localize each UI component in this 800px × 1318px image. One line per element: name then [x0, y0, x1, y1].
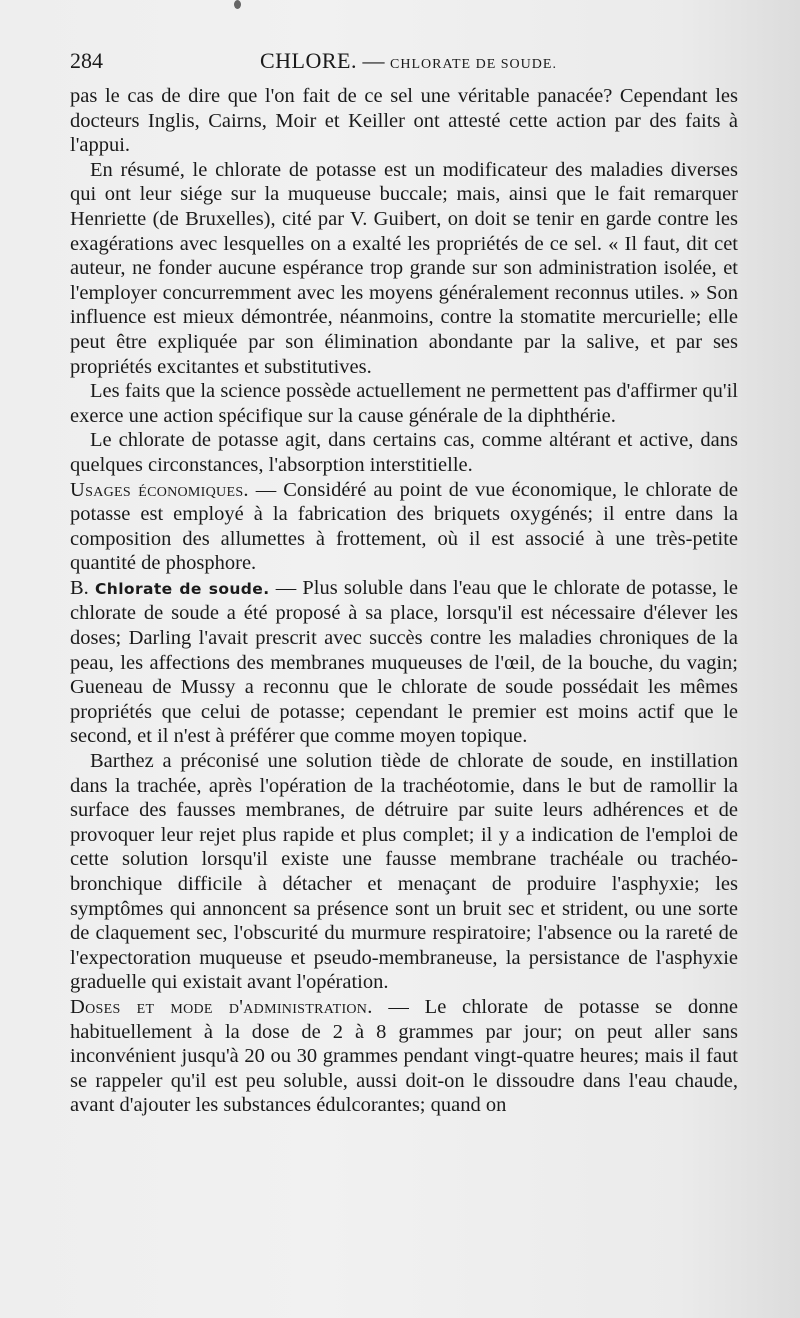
- paragraph-continuation: pas le cas de dire que l'on fait de ce sel une véritable panacée? Cependant les docteurs Inglis, Cairns, Moir et Keiller ont attesté cette action par des faits à l'appui.: [70, 85, 738, 157]
- paragraph-doses: [70, 995, 738, 1118]
- paragraph-diphtheria: Les faits que la science possède actuellement ne permettent pas d'affirmer qu'il exerce une action spécifique sur la cause générale de la diphthérie.: [70, 380, 738, 427]
- body-text: [70, 84, 738, 1118]
- paragraph-economic-uses: [70, 478, 738, 576]
- chapter-title: CHLORE.: [260, 48, 357, 73]
- doses-heading: Doses et mode d'administration.: [70, 995, 373, 1018]
- title-dash: —: [362, 48, 385, 73]
- ink-dot: [234, 0, 241, 9]
- section-letter: B.: [70, 576, 95, 599]
- sodium-chlorate-heading: Chlorate de soude.: [94, 579, 270, 598]
- section-subtitle: CHLORATE DE SOUDE.: [390, 57, 557, 72]
- doses-body: — Le chlorate de potasse se donne habituellement à la dose de 2 à 8 grammes par jour; on peut aller sans inconvénient jusqu'à 20 ou 30 grammes pendant vingt-quatre heures; mais il faut se rappeler qu'il est peu soluble, aussi doit-on le dissoudre dans l'eau chaude, avant d'ajouter les substances édulcorantes; quand on: [70, 995, 738, 1117]
- page-number: 284: [70, 48, 103, 73]
- running-title: [260, 48, 557, 74]
- paragraph-sodium-chlorate: [70, 576, 738, 749]
- running-header: [70, 48, 738, 78]
- sodium-chlorate-body: — Plus soluble dans l'eau que le chlorate de potasse, le chlorate de soude a été proposé à sa place, lorsqu'il est nécessaire d'élever les doses; Darling l'avait prescrit avec succès contre les maladies chroniques de la peau, les affections des membranes muqueuses de l'œil, de la bouche, du vagin; Gueneau de Mussy a reconnu que le chlorate de soude possédait les mêmes propriétés que celui de potasse; cependant le premier est moins actif que le second, et il n'est à préférer que comme moyen topique.: [70, 576, 738, 748]
- paragraph-alterant: Le chlorate de potasse agit, dans certains cas, comme altérant et active, dans quelques circonstances, l'absorption interstitielle.: [70, 429, 738, 476]
- paragraph-barthez: Barthez a préconisé une solution tiède de chlorate de soude, en instillation dans la trachée, après l'opération de la trachéotomie, dans le but de ramollir la surface des fausses membranes, de détruire par suite leurs adhérences et de provoquer leur rejet plus rapide et plus complet; il y a indication de l'emploi de cette solution lorsqu'il existe une fausse membrane trachéale ou trachéo-bronchique difficile à détacher et menaçant de produire l'asphyxie; les symptômes qui annoncent sa présence sont un bruit sec et strident, ou une sorte de claquement sec, l'obscurité du murmure respiratoire; l'absence ou la rareté de l'expectoration muqueuse et pseudo-membraneuse, la persistance de l'asphyxie graduelle qui existait avant l'opération.: [70, 750, 738, 994]
- economic-uses-heading: Usages économiques.: [70, 478, 249, 501]
- paragraph-summary: En résumé, le chlorate de potasse est un modificateur des maladies diverses qui ont leur siége sur la muqueuse buccale; mais, ainsi que le fait remarquer Henriette (de Bruxelles), cité par V. Guibert, on doit se tenir en garde contre les exagérations avec lesquelles on a exalté les propriétés de ce sel. « Il faut, dit cet auteur, ne fonder aucune espérance trop grande sur son administration isolée, et l'employer concurremment avec les moyens généralement reconnus utiles. » Son influence est mieux démontrée, néanmoins, contre la stomatite mercurielle; elle peut être expliquée par son élimination abondante par la salive, et par ses propriétés excitantes et substitutives.: [70, 158, 738, 378]
- economic-uses-body: — Considéré au point de vue économique, le chlorate de potasse est employé à la fabrication des briquets oxygénés; il entre dans la composition des allumettes à frottement, où il est associé à une très-petite quantité de phosphore.: [70, 478, 738, 575]
